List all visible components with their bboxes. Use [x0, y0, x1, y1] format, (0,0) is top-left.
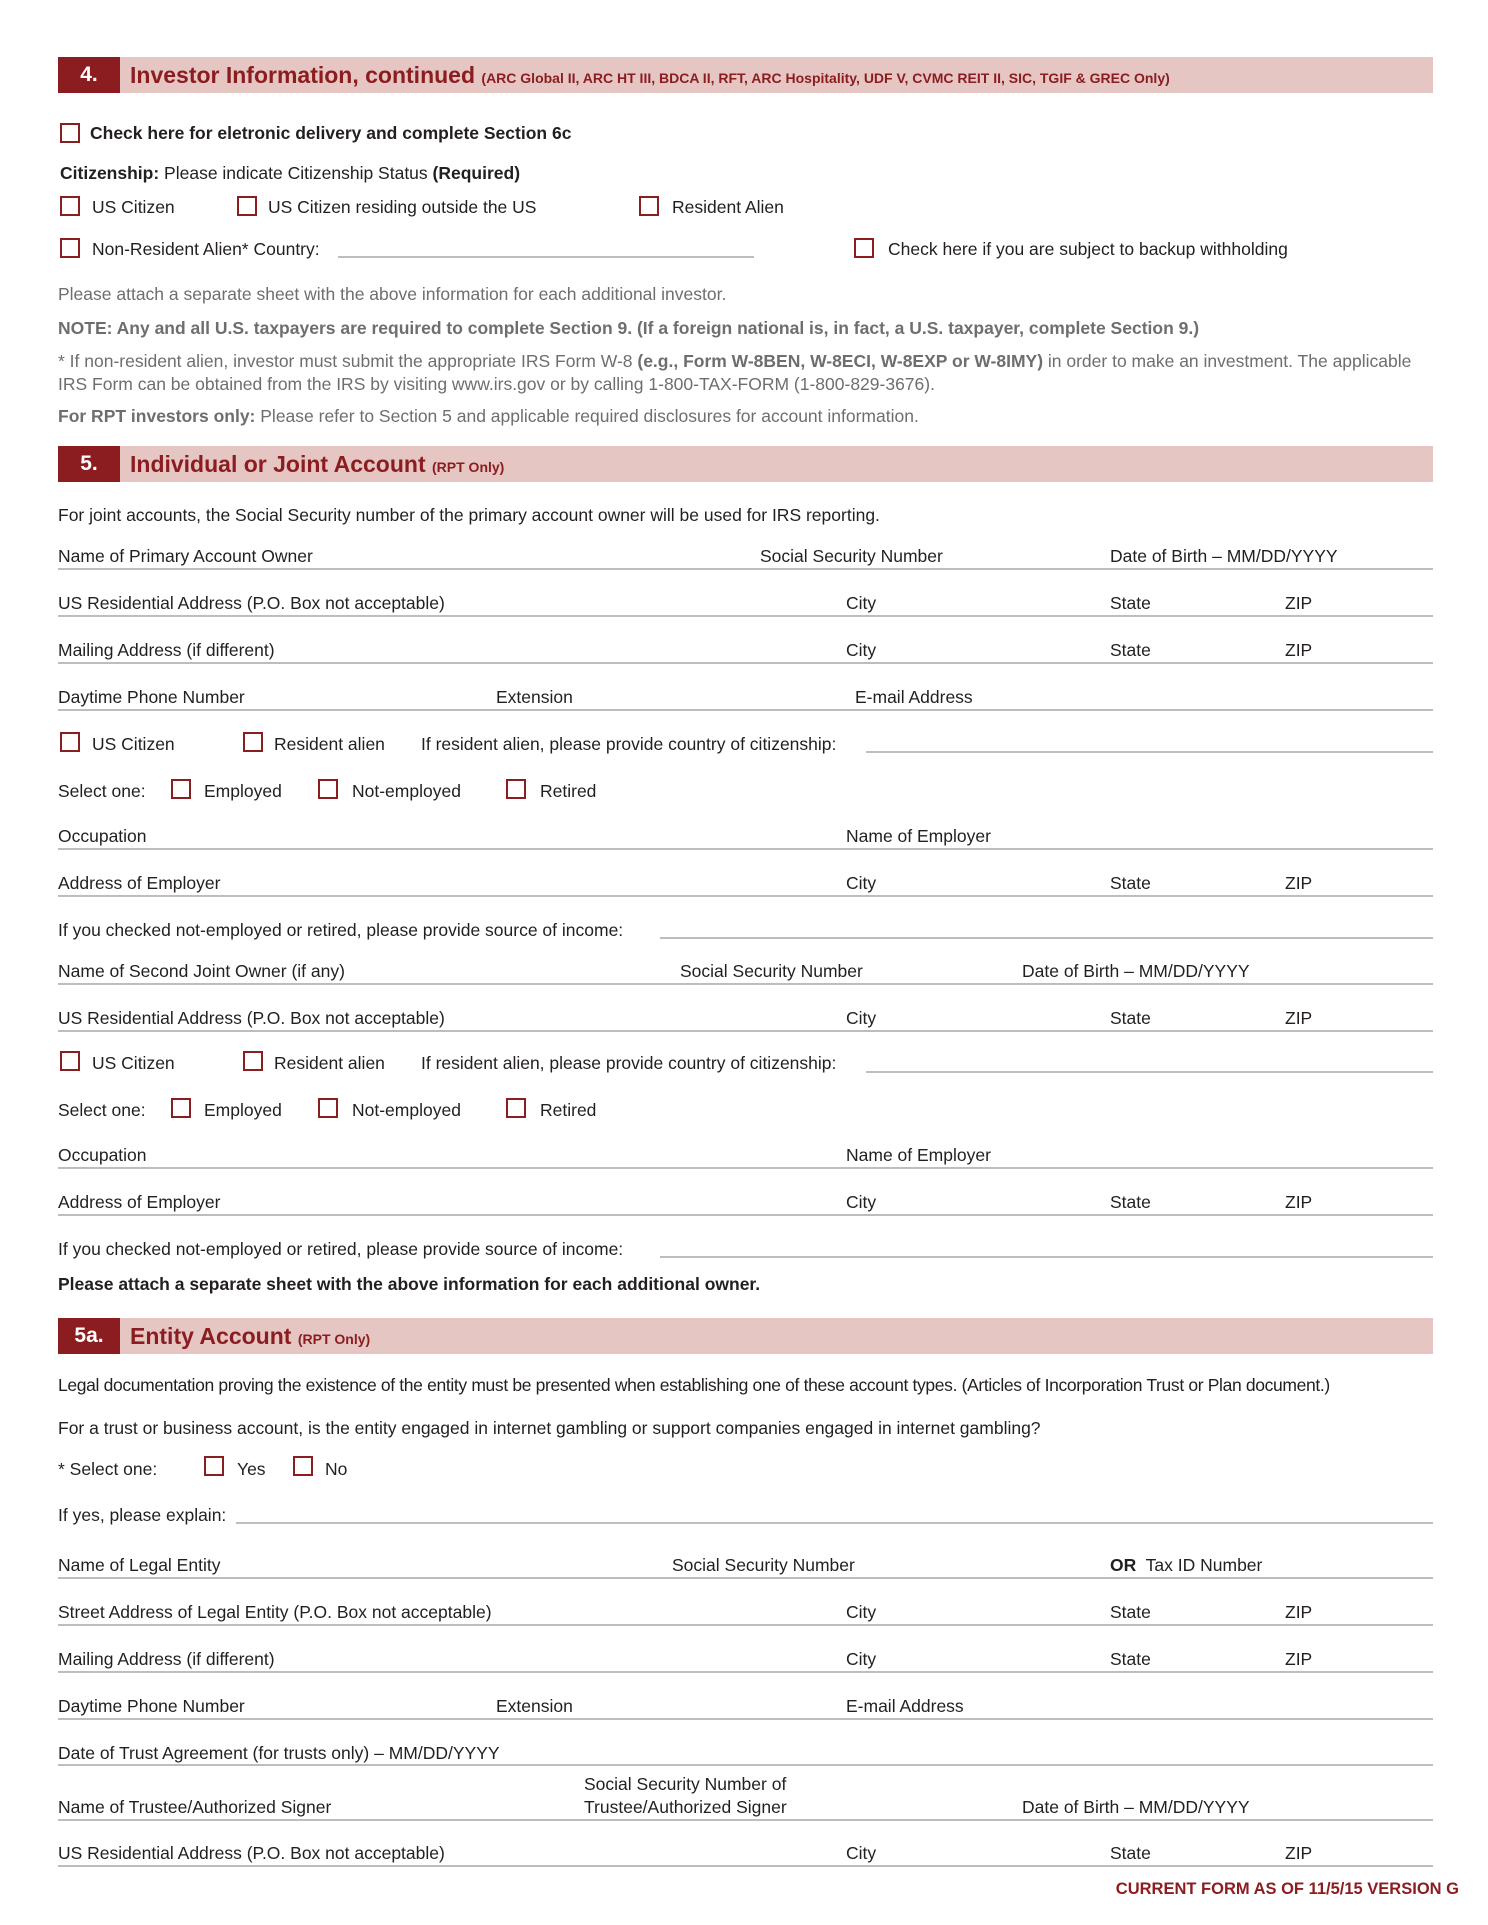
residential-address-line[interactable]	[58, 615, 1433, 617]
country-prompt: If resident alien, please provide country of citizenship:	[421, 734, 837, 754]
mailing-address-line[interactable]	[58, 662, 1433, 664]
second-us-citizen-checkbox[interactable]	[60, 1051, 80, 1071]
gambling-question: For a trust or business account, is the entity engaged in internet gambling or support companies engaged in internet gambling?	[58, 1418, 1041, 1438]
us-citizen-label: US Citizen	[92, 1053, 175, 1073]
second-occupation-line[interactable]	[58, 1167, 1433, 1169]
zip-label: ZIP	[1285, 1008, 1313, 1028]
city-label: City	[846, 1192, 877, 1212]
zip-label: ZIP	[1285, 593, 1313, 613]
employed-checkbox[interactable]	[171, 779, 191, 799]
zip-label: ZIP	[1285, 640, 1313, 660]
section-number: 5a.	[58, 1318, 120, 1354]
income-source-line[interactable]	[660, 937, 1433, 939]
us-citizen-outside-checkbox[interactable]	[237, 196, 257, 216]
state-label: State	[1110, 593, 1151, 613]
section-5a-header	[58, 1318, 1433, 1354]
zip-label: ZIP	[1285, 1192, 1313, 1212]
section-number: 4.	[58, 57, 120, 93]
extension-label: Extension	[496, 687, 573, 707]
daytime-phone-label: Daytime Phone Number	[58, 1696, 245, 1716]
second-owner-line[interactable]	[58, 983, 1433, 985]
trustee-ssn-label-2: Trustee/Authorized Signer	[584, 1797, 787, 1817]
select-one-label: Select one:	[58, 781, 146, 801]
tax-id-label: OR Tax ID Number	[1110, 1555, 1263, 1575]
joint-account-intro: For joint accounts, the Social Security number of the primary account owner will be used for IRS reporting.	[58, 505, 880, 525]
state-label: State	[1110, 1602, 1151, 1622]
email-label: E-mail Address	[855, 687, 973, 707]
us-citizen-label: US Citizen	[92, 197, 175, 217]
city-label: City	[846, 1008, 877, 1028]
phone-line[interactable]	[58, 709, 1433, 711]
country-citizenship-line[interactable]	[866, 751, 1433, 753]
electronic-delivery-checkbox[interactable]	[60, 123, 80, 143]
us-citizen-label: US Citizen	[92, 734, 175, 754]
non-resident-alien-label: Non-Resident Alien* Country:	[92, 239, 320, 259]
trust-date-label: Date of Trust Agreement (for trusts only) – MM/DD/YYYY	[58, 1743, 500, 1763]
attach-investor-note: Please attach a separate sheet with the above information for each additional investor.	[58, 284, 727, 304]
employer-name-label: Name of Employer	[846, 1145, 991, 1165]
zip-label: ZIP	[1285, 1843, 1313, 1863]
ssn-label: Social Security Number	[680, 961, 863, 981]
citizenship-prompt: Citizenship: Please indicate Citizenship Status (Required)	[60, 163, 521, 183]
state-label: State	[1110, 1649, 1151, 1669]
resident-alien-checkbox[interactable]	[639, 196, 659, 216]
dob-label: Date of Birth – MM/DD/YYYY	[1110, 546, 1338, 566]
us-citizen-outside-label: US Citizen residing outside the US	[268, 197, 537, 217]
select-one-label: Select one:	[58, 1100, 146, 1120]
section-4-header	[58, 57, 1433, 93]
not-employed-label: Not-employed	[352, 781, 461, 801]
trustee-line[interactable]	[58, 1819, 1433, 1821]
daytime-phone-label: Daytime Phone Number	[58, 687, 245, 707]
section-5-header	[58, 446, 1433, 482]
employer-address-label: Address of Employer	[58, 1192, 221, 1212]
entity-mailing-line[interactable]	[58, 1671, 1433, 1673]
ssn-label: Social Security Number	[760, 546, 943, 566]
trustee-residential-line[interactable]	[58, 1865, 1433, 1867]
resident-alien-label: Resident Alien	[672, 197, 784, 217]
city-label: City	[846, 1602, 877, 1622]
street-address-label: Street Address of Legal Entity (P.O. Box not acceptable)	[58, 1602, 492, 1622]
non-resident-alien-checkbox[interactable]	[60, 238, 80, 258]
yes-checkbox[interactable]	[204, 1456, 224, 1476]
explain-label: If yes, please explain:	[58, 1505, 227, 1525]
section-title: Entity Account (RPT Only)	[130, 1323, 371, 1349]
explain-line[interactable]	[236, 1522, 1433, 1524]
city-label: City	[846, 640, 877, 660]
state-label: State	[1110, 1843, 1151, 1863]
primary-owner-label: Name of Primary Account Owner	[58, 546, 313, 566]
state-label: State	[1110, 1192, 1151, 1212]
residential-address-label: US Residential Address (P.O. Box not acceptable)	[58, 593, 445, 613]
trustee-ssn-label-1: Social Security Number of	[584, 1774, 787, 1794]
no-label: No	[325, 1459, 348, 1479]
second-resident-alien-checkbox[interactable]	[243, 1051, 263, 1071]
country-prompt: If resident alien, please provide country of citizenship:	[421, 1053, 837, 1073]
yes-label: Yes	[237, 1459, 266, 1479]
not-employed-label: Not-employed	[352, 1100, 461, 1120]
employer-address-label: Address of Employer	[58, 873, 221, 893]
second-not-employed-checkbox[interactable]	[318, 1098, 338, 1118]
occupation-line[interactable]	[58, 848, 1433, 850]
us-citizen-checkbox[interactable]	[60, 196, 80, 216]
form-version-footer: CURRENT FORM AS OF 11/5/15 VERSION G	[1115, 1880, 1459, 1898]
select-one-label: * Select one:	[58, 1459, 158, 1479]
second-employer-address-line[interactable]	[58, 1214, 1433, 1216]
second-income-source-line[interactable]	[660, 1256, 1433, 1258]
resident-alien-label: Resident alien	[274, 1053, 385, 1073]
w8-note-line2: IRS Form can be obtained from the IRS by visiting www.irs.gov or by calling 1-800-TAX-FORM (1-800-829-3676).	[58, 374, 935, 394]
state-label: State	[1110, 640, 1151, 660]
primary-resident-alien-checkbox[interactable]	[243, 732, 263, 752]
attach-owner-note: Please attach a separate sheet with the above information for each additional owner.	[58, 1274, 761, 1294]
section-title: Individual or Joint Account (RPT Only)	[130, 451, 505, 477]
second-country-line[interactable]	[866, 1071, 1433, 1073]
legal-entity-line[interactable]	[58, 1577, 1433, 1579]
zip-label: ZIP	[1285, 1649, 1313, 1669]
city-label: City	[846, 593, 877, 613]
second-retired-checkbox[interactable]	[506, 1098, 526, 1118]
trustee-name-label: Name of Trustee/Authorized Signer	[58, 1797, 332, 1817]
income-source-label: If you checked not-employed or retired, please provide source of income:	[58, 920, 624, 940]
retired-label: Retired	[540, 1100, 597, 1120]
dob-label: Date of Birth – MM/DD/YYYY	[1022, 1797, 1250, 1817]
dob-label: Date of Birth – MM/DD/YYYY	[1022, 961, 1250, 981]
backup-withholding-label: Check here if you are subject to backup withholding	[888, 239, 1288, 259]
ssn-label: Social Security Number	[672, 1555, 855, 1575]
backup-withholding-checkbox[interactable]	[854, 238, 874, 258]
street-address-line[interactable]	[58, 1624, 1433, 1626]
retired-checkbox[interactable]	[506, 779, 526, 799]
retired-label: Retired	[540, 781, 597, 801]
employed-label: Employed	[204, 1100, 282, 1120]
no-checkbox[interactable]	[293, 1456, 313, 1476]
employer-address-line[interactable]	[58, 895, 1433, 897]
country-input-line[interactable]	[338, 256, 754, 258]
income-source-label: If you checked not-employed or retired, please provide source of income:	[58, 1239, 624, 1259]
mailing-address-label: Mailing Address (if different)	[58, 640, 275, 660]
city-label: City	[846, 1843, 877, 1863]
primary-us-citizen-checkbox[interactable]	[60, 732, 80, 752]
w8-note: * If non-resident alien, investor must submit the appropriate IRS Form W-8 (e.g., Form W-8BEN, W-8ECI, W-8EXP or W-8IMY) in order to make an investment. The applicable	[58, 351, 1412, 371]
employer-name-label: Name of Employer	[846, 826, 991, 846]
section-number: 5.	[58, 446, 120, 482]
zip-label: ZIP	[1285, 873, 1313, 893]
extension-label: Extension	[496, 1696, 573, 1716]
residential-address-label: US Residential Address (P.O. Box not acceptable)	[58, 1008, 445, 1028]
rpt-note: For RPT investors only: Please refer to Section 5 and applicable required disclosures for account information.	[58, 406, 919, 426]
not-employed-checkbox[interactable]	[318, 779, 338, 799]
legal-entity-label: Name of Legal Entity	[58, 1555, 221, 1575]
second-owner-label: Name of Second Joint Owner (if any)	[58, 961, 345, 981]
occupation-label: Occupation	[58, 826, 147, 846]
taxpayer-note: NOTE: Any and all U.S. taxpayers are required to complete Section 9. (If a foreign national is, in fact, a U.S. taxpayer, complete Section 9.)	[58, 318, 1200, 338]
primary-owner-line[interactable]	[58, 568, 1433, 570]
employed-label: Employed	[204, 781, 282, 801]
electronic-delivery-label: Check here for eletronic delivery and complete Section 6c	[90, 123, 572, 143]
state-label: State	[1110, 1008, 1151, 1028]
second-residential-line[interactable]	[58, 1030, 1433, 1032]
residential-address-label: US Residential Address (P.O. Box not acceptable)	[58, 1843, 445, 1863]
trust-date-line[interactable]	[58, 1764, 1433, 1766]
entity-phone-line[interactable]	[58, 1718, 1433, 1720]
resident-alien-label: Resident alien	[274, 734, 385, 754]
occupation-label: Occupation	[58, 1145, 147, 1165]
section-title: Investor Information, continued (ARC Global II, ARC HT III, BDCA II, RFT, ARC Hospitality, UDF V, CVMC REIT II, SIC, TGIF & GREC Only)	[130, 62, 1170, 88]
city-label: City	[846, 873, 877, 893]
zip-label: ZIP	[1285, 1602, 1313, 1622]
email-label: E-mail Address	[846, 1696, 964, 1716]
legal-documentation-note: Legal documentation proving the existence of the entity must be presented when establishing one of these account types. (Articles of Incorporation Trust or Plan document.)	[58, 1375, 1330, 1395]
second-employed-checkbox[interactable]	[171, 1098, 191, 1118]
city-label: City	[846, 1649, 877, 1669]
state-label: State	[1110, 873, 1151, 893]
mailing-address-label: Mailing Address (if different)	[58, 1649, 275, 1669]
